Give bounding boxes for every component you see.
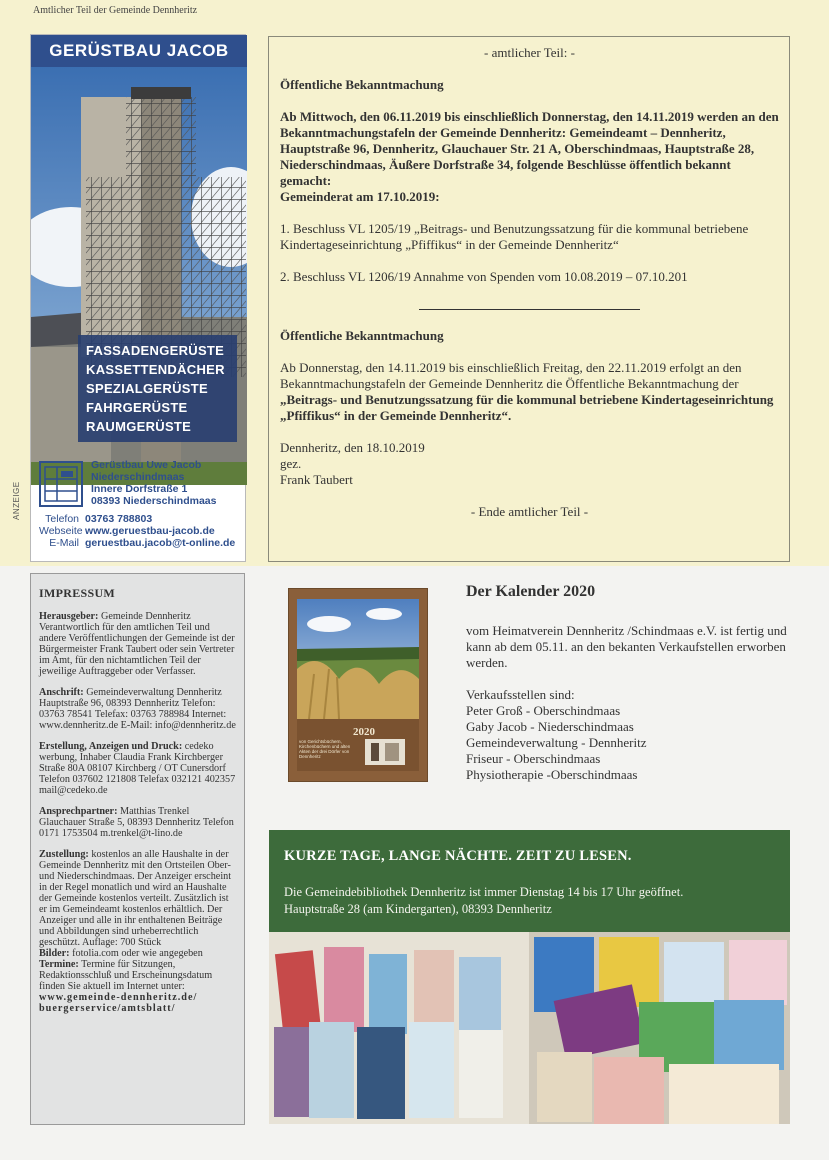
notice-paragraph: Ab Donnerstag, den 14.11.2019 bis einschließlich Freitag, den 22.11.2019 erfolgt an den Bekanntmachungstafeln der Gemeinde Dennheritz die Öffentliche Bekanntmachung der „Beitrags- und Benutzungssatzung für die kommunal betriebene Kindertageseinrichtung „Pfiffikus“ in der Gemeinde Dennheritz“.: [280, 360, 774, 423]
notice-top-label: - amtlicher Teil: -: [484, 45, 575, 60]
calendar-cover-year: 2020: [353, 726, 375, 738]
impressum-section: Erstellung, Anzeigen und Druck: cedeko werbung, Inhaber Claudia Frank Kirchberger Straße 80A 08107 Kirchberg / OT Cunersdorf Telefon 037602 121808 Telefax 032121 402357 mail@cedeko.de: [39, 741, 236, 796]
impressum-section: Herausgeber: Gemeinde Dennheritz Verantwortlich für den amtlichen Teil und andere Veröffentlichungen der Gemeinde ist der Bürgermeister Frank Taubert oder sein Vertreter im Amt, für den nichtamtlichen Teil der jeweilige Auftraggeber oder Verfasser.: [39, 611, 235, 677]
impressum-section: Termine: Termine für Sitzungen, Redaktionsschluß und Erscheinungsdatum finden Sie aktuell im Internet unter:: [39, 959, 213, 992]
service-item: SPEZIALGERÜSTE: [86, 381, 208, 396]
impressum-section: Bilder: fotolia.com oder wie angegeben: [39, 948, 203, 959]
ad-side-label: ANZEIGE: [12, 481, 21, 520]
notice-signer: Frank Taubert: [280, 472, 353, 487]
notice-gez: gez.: [280, 456, 302, 471]
calendar-intro: vom Heimatverein Dennheritz /Schindmaas e.V. ist fertig und kann ab dem 05.11. an den bekanten Verkaufstellen erworben werden.: [466, 623, 787, 670]
calendar-title: Der Kalender 2020: [466, 583, 596, 600]
notice-bold-block: Ab Mittwoch, den 06.11.2019 bis einschließlich Donnerstag, den 14.11.2019 werden an den Bekanntmachungstafeln der Gemeinde Dennheritz: Gemeindeamt – Dennheritz, Hauptstraße 96, Dennheritz, Glauchauer Str. 21 A, Oberschindmaas, Hauptstraße 28, Niederschindmaas, Äußere Dorfstraße 34, folgende Beschlüsse öffentlich bekannt gemacht:: [280, 109, 779, 188]
library-title: KURZE TAGE, LANGE NÄCHTE. ZEIT ZU LESEN.: [284, 848, 632, 864]
books-photo: [269, 932, 790, 1124]
calendar-article: [466, 584, 796, 783]
service-item: RAUMGERÜSTE: [86, 419, 192, 434]
page-header: Amtlicher Teil der Gemeinde Dennheritz: [33, 5, 198, 16]
calendar-cover-caption: von Gerichtsbüchern, Kirchenbüchern und alten Akten der drei Dörfer von Dennheritz: [299, 739, 351, 759]
sales-point-item: Physiotherapie -Oberschindmaas: [466, 767, 638, 782]
sales-point-item: Friseur - Oberschindmaas: [466, 751, 601, 766]
divider: [419, 309, 640, 310]
resolution-item-2: 2. Beschluss VL 1206/19 Annahme von Spenden vom 10.08.2019 – 07.10.201: [280, 269, 688, 284]
ad-title: GERÜSTBAU JACOB: [31, 35, 247, 67]
sales-point-item: Gemeindeverwaltung - Dennheritz: [466, 735, 647, 750]
ad-address: Gerüstbau Uwe Jacob Niederschindmaas Innere Dorfstraße 1 08393 Niederschindmaas: [91, 459, 217, 507]
notice-place-date: Dennheritz, den 18.10.2019: [280, 440, 425, 455]
service-item: KASSETTENDÄCHER: [86, 362, 225, 377]
official-notice-box: [268, 36, 790, 562]
library-banner: [269, 830, 790, 1124]
sales-point-item: Peter Groß - Oberschindmaas: [466, 703, 621, 718]
impressum-section: Zustellung: kostenlos an alle Haushalte in der Gemeinde Dennheritz mit den Ortsteilen Ober- und Niederschindmaas. Der Anzeiger erscheint in der Regel monatlich und wird an Haushalte der Gemeinde kostenlos verteilt. Zusätzlich ist er im Gemeindeamt kostenlos erhältlich. Der Anzeiger und alle in ihr enthaltenen Beiträge und Abbildungen sind urheberrechtlich geschützt. Auflage: 700 Stück: [39, 849, 232, 948]
ad-contact: Telefon 03763 788803 Webseite www.geruestbau-jacob.de E-Mail geruestbau.jacob@t-online.de: [39, 513, 236, 549]
ad-email-link[interactable]: geruestbau.jacob@t-online.de: [85, 537, 236, 549]
ad-website-link[interactable]: www.geruestbau-jacob.de: [85, 525, 215, 537]
notice-heading-1: Öffentliche Bekanntmachung: [280, 77, 444, 92]
notice-bold-block-2: Gemeinderat am 17.10.2019:: [280, 189, 440, 204]
sales-points-title: Verkaufsstellen sind:: [466, 687, 575, 702]
ad-services-list: [78, 335, 237, 442]
notice-heading-2: Öffentliche Bekanntmachung: [280, 328, 444, 343]
impressum-section: Anschrift: Gemeindeverwaltung Dennheritz Hauptstraße 96, 08393 Dennheritz Telefon: 03763 78541 Telefax: 03763 788984 Internet: www.dennheritz.de E-Mail: info@dennheritz.de: [39, 687, 236, 731]
library-info: Die Gemeindebibliothek Dennheritz ist immer Dienstag 14 bis 17 Uhr geöffnet. Hauptstraße 28 (am Kindergarten), 08393 Dennheritz: [284, 885, 684, 916]
ad-phone: 03763 788803: [85, 513, 153, 525]
company-logo: [39, 461, 83, 507]
resolution-item-1: 1. Beschluss VL 1205/19 „Beitrags- und Benutzungssatzung für die kommunal betriebene Kindertageseinrichtung „Pfiffikus“ in der Gemeinde Dennheritz“: [280, 221, 749, 252]
impressum-url-link[interactable]: www.gemeinde-dennheritz.de/ buergerservice/amtsblatt/: [39, 992, 198, 1014]
calendar-cover-image: [288, 588, 428, 782]
sales-point-item: Gaby Jacob - Niederschindmaas: [466, 719, 634, 734]
service-item: FAHRGERÜSTE: [86, 400, 188, 415]
scaffolding-ad: [30, 34, 246, 562]
impressum-section: Ansprechpartner: Matthias Trenkel Glauchauer Straße 5, 08393 Dennheritz Telefon 0171 1753504 m.trenkel@t-lino.de: [39, 806, 234, 839]
notice-end-label: - Ende amtlicher Teil -: [470, 504, 589, 519]
service-item: FASSADENGERÜSTE: [86, 343, 225, 358]
impressum-title: IMPRESSUM: [39, 586, 116, 600]
impressum-box: [30, 573, 245, 1125]
